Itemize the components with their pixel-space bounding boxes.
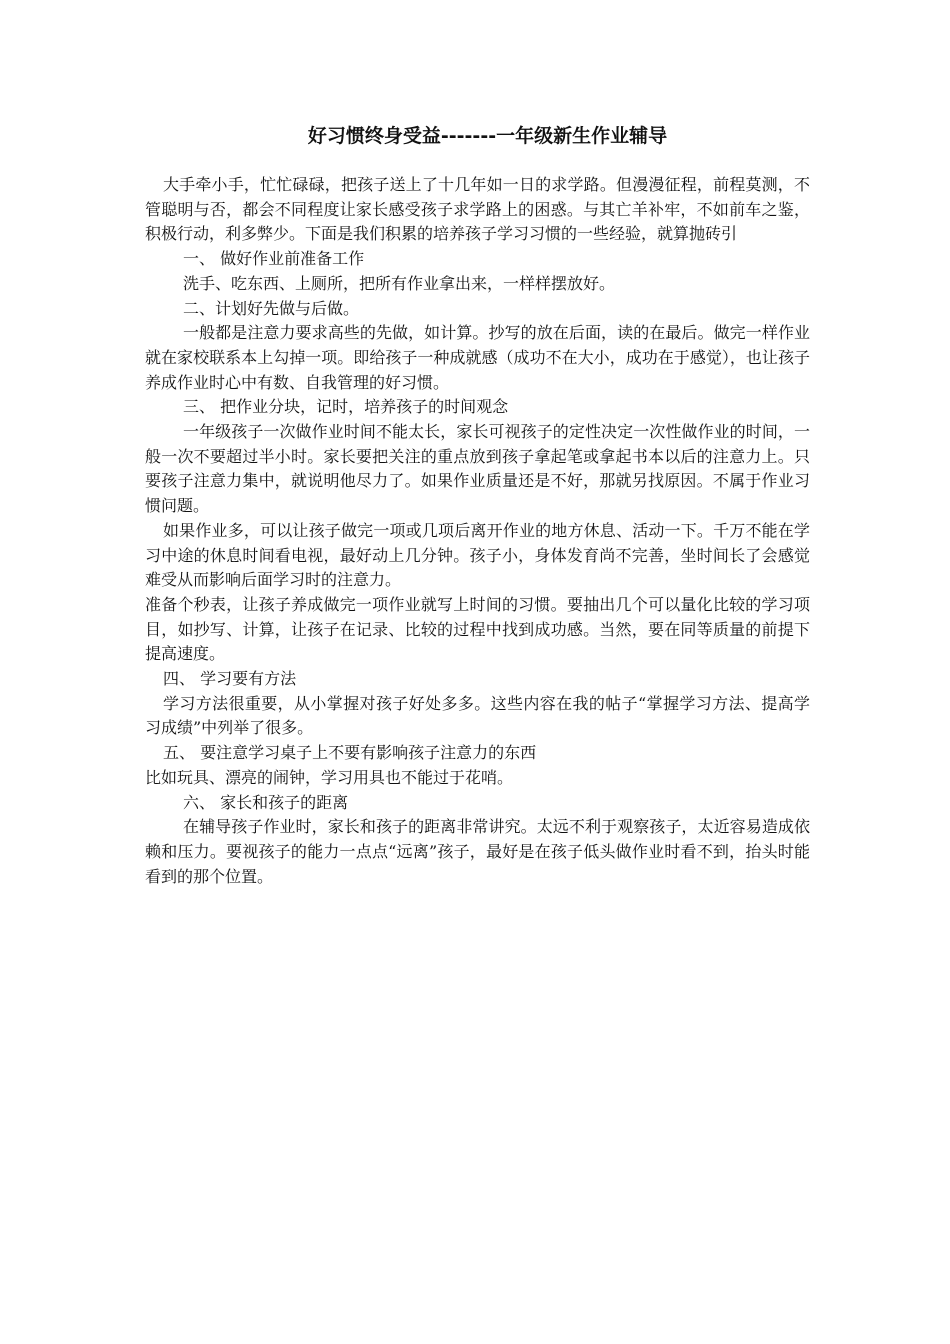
document-body (145, 173, 810, 889)
section-5-text: 比如玩具、漂亮的闹钟，学习用具也不能过于花哨。 (145, 767, 514, 787)
intro-paragraph: 大手牵小手，忙忙碌碌，把孩子送上了十几年如一日的求学路。但漫漫征程，前程莫测，不管聪明与否，都会不同程度让家长感受孩子求学路上的困惑。与其亡羊补牢，不如前车之鉴，积极行动，利多弊少。下面是我们积累的培养孩子学习习惯的一些经验，就算抛砖引 (145, 175, 810, 244)
document-title: 好习惯终身受益-------一年级新生作业辅导 (307, 125, 668, 147)
section-4-heading: 四、 学习要有方法 (163, 669, 297, 689)
section-6-heading: 六、 家长和孩子的距离 (183, 792, 349, 812)
section-5-heading: 五、 要注意学习桌子上不要有影响孩子注意力的东西 (163, 743, 537, 763)
section-4-text: 学习方法很重要，从小掌握对孩子好处多多。这些内容在我的帖子“掌握学习方法、提高学习成绩”中列举了很多。 (145, 693, 810, 738)
section-1-heading: 一、 做好作业前准备工作 (183, 249, 365, 269)
section-3-text-3: 准备个秒表，让孩子养成做完一项作业就写上时间的习惯。要抽出几个可以量化比较的学习项目，如抄写、计算，让孩子在记录、比较的过程中找到成功感。当然，要在同等质量的前提下提高速度。 (145, 594, 810, 664)
section-3-text-2: 如果作业多，可以让孩子做完一项或几项后离开作业的地方休息、活动一下。千万不能在学习中途的休息时间看电视，最好动上几分钟。孩子小，身体发育尚不完善，坐时间长了会感觉难受从而影响后面学习时的注意力。 (145, 520, 810, 590)
section-1-text: 洗手、吃东西、上厕所，把所有作业拿出来，一样样摆放好。 (183, 273, 616, 293)
section-3-text-1: 一年级孩子一次做作业时间不能太长，家长可视孩子的定性决定一次性做作业的时间，一般一次不要超过半小时。家长要把关注的重点放到孩子拿起笔或拿起书本以后的注意力上。只要孩子注意力集中，就说明他尽力了。如果作业质量还是不好，那就另找原因。不属于作业习惯问题。 (145, 422, 810, 516)
section-2-text: 一般都是注意力要求高些的先做，如计算。抄写的放在后面，读的在最后。做完一样作业就在家校联系本上勾掉一项。即给孩子一种成就感（成功不在大小，成功在于感觉），也让孩子养成作业时心中有数、自我管理的好习惯。 (145, 323, 810, 392)
section-6-text: 在辅导孩子作业时，家长和孩子的距离非常讲究。太远不利于观察孩子，太近容易造成依赖和压力。要视孩子的能力一点点“远离”孩子，最好是在孩子低头做作业时看不到，抬头时能看到的那个位置。 (145, 817, 810, 886)
document-page (145, 118, 810, 889)
section-2-heading: 二、计划好先做与后做。 (183, 298, 360, 318)
section-3-heading: 三、 把作业分块，记时，培养孩子的时间观念 (183, 397, 509, 417)
